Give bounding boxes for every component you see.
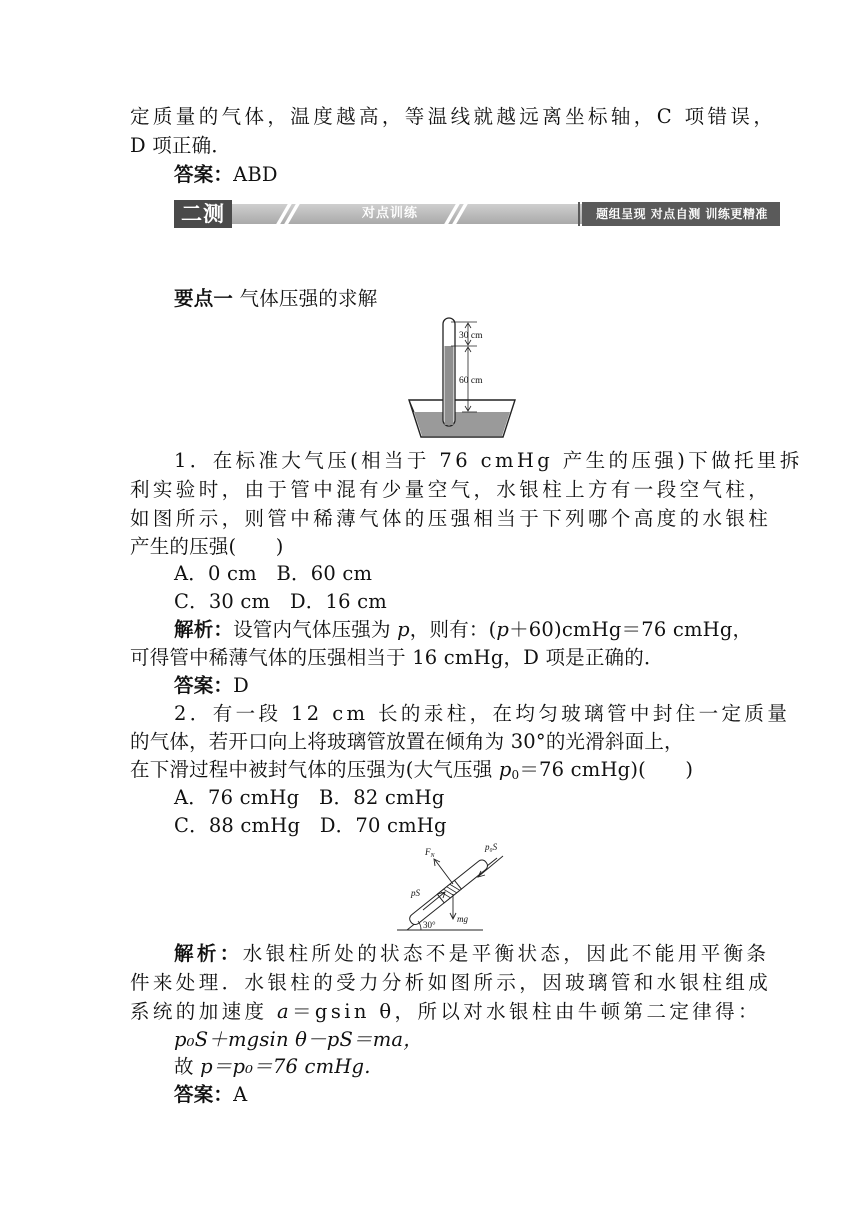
- answer-label: 答案：: [174, 674, 234, 697]
- analysis-text: 水银柱所处的状态不是平衡状态，因此不能用平衡条: [242, 942, 770, 965]
- answer-line: [174, 161, 278, 189]
- analysis-var: a: [277, 1000, 293, 1023]
- q1-line: 利实验时，由于管中混有少量空气，水银柱上方有一段空气柱，: [130, 478, 772, 501]
- equation-var: p＝p₀＝76 cmHg.: [200, 1055, 371, 1078]
- analysis-label: 解析：: [174, 618, 234, 641]
- q1-line: 如图所示，则管中稀薄气体的压强相当于下列哪个高度的水银柱: [130, 507, 772, 530]
- q2-analysis-line: 件来处理．水银柱的受力分析如图所示，因玻璃管和水银柱组成: [130, 971, 772, 994]
- analysis-text: ＋60)cmHg＝76 cmHg，: [509, 618, 753, 641]
- q1-answer: [174, 672, 249, 700]
- q2-sub: 0: [511, 768, 520, 782]
- q1-line: 1．在标准大气压(相当于 76 cmHg 产生的压强)下做托里拆: [174, 449, 803, 472]
- mg-label: mg: [457, 914, 468, 924]
- q2-text: ＝76 cmHg)( ): [519, 758, 694, 781]
- fn-arrow: [435, 860, 453, 884]
- q1-options-ab: A．0 cm B．60 cm: [174, 562, 373, 585]
- equation-line: [174, 1053, 371, 1081]
- section-title: [174, 285, 377, 313]
- answer-value: A: [233, 1083, 248, 1106]
- mercury-column: [445, 346, 454, 425]
- q2-line: [130, 756, 693, 784]
- fn-label: $F_N$: [425, 847, 435, 859]
- q2-line: 2．有一段 12 cm 长的汞柱，在均匀玻璃管中封住一定质量: [174, 702, 791, 725]
- torricelli-tube-figure: [402, 312, 522, 440]
- label-60cm: 60 cm: [459, 376, 483, 386]
- analysis-text: 设管内气体压强为: [233, 618, 398, 641]
- label-30cm: 30 cm: [459, 331, 483, 341]
- q2-line: 的气体，若开口向上将玻璃管放置在倾角为 30°的光滑斜面上，: [130, 730, 684, 753]
- q1-line: 产生的压强( ): [130, 535, 284, 558]
- answer-value: D: [233, 674, 249, 697]
- analysis-text: 系统的加速度: [130, 1000, 277, 1023]
- answer-value: ABD: [233, 163, 278, 186]
- ps-label: pS: [411, 888, 420, 898]
- analysis-text: ，则有：(: [409, 618, 497, 641]
- p0s-label: p₀S: [485, 842, 498, 852]
- q1-analysis-line: 可得管中稀薄气体的压强相当于 16 cmHg，D 项是正确的．: [130, 646, 664, 669]
- analysis-var: p: [496, 618, 510, 641]
- equation-text: 故: [174, 1055, 201, 1078]
- mercury-basin: [414, 412, 510, 436]
- q2-options-cd: C．88 cmHg D．70 cmHg: [174, 814, 447, 837]
- q2-text: 在下滑过程中被封气体的压强为(大气压强: [130, 758, 499, 781]
- q1-analysis: [174, 616, 752, 644]
- banner-right-label: 题组呈现 对点自测 训练更精准: [584, 202, 780, 226]
- analysis-label: 解析：: [174, 942, 243, 965]
- incline-force-figure: [395, 838, 515, 934]
- answer-label: 答案：: [174, 163, 234, 186]
- section-title-bold: 要点一: [174, 287, 234, 310]
- section-title-text: 气体压强的求解: [233, 287, 378, 310]
- angle-label: 30°: [423, 920, 436, 930]
- banner-left-label: 二测: [174, 200, 232, 228]
- analysis-var: p: [397, 618, 410, 641]
- q2-var: p: [498, 758, 512, 781]
- q2-options-ab: A．76 cmHg B．82 cmHg: [174, 786, 445, 809]
- text-line: D 项正确．: [130, 134, 232, 157]
- analysis-text: ＝gsin θ，所以对水银柱由牛顿第二定律得：: [292, 1000, 761, 1023]
- q2-analysis-line: [130, 998, 761, 1026]
- q2-answer: [174, 1081, 247, 1109]
- banner-divider: [578, 202, 580, 226]
- text-line: 定质量的气体，温度越高，等温线就越远离坐标轴，C 项错误，: [130, 105, 777, 128]
- basin-rim: [409, 400, 414, 412]
- section-banner: [174, 200, 780, 228]
- equation-line: p₀S＋mgsin θ－pS＝ma，: [174, 1028, 423, 1051]
- banner-middle-label: 对点训练: [362, 206, 419, 221]
- answer-label: 答案：: [174, 1083, 234, 1106]
- q2-analysis: [174, 940, 769, 968]
- q1-options-cd: C．30 cm D．16 cm: [174, 590, 387, 613]
